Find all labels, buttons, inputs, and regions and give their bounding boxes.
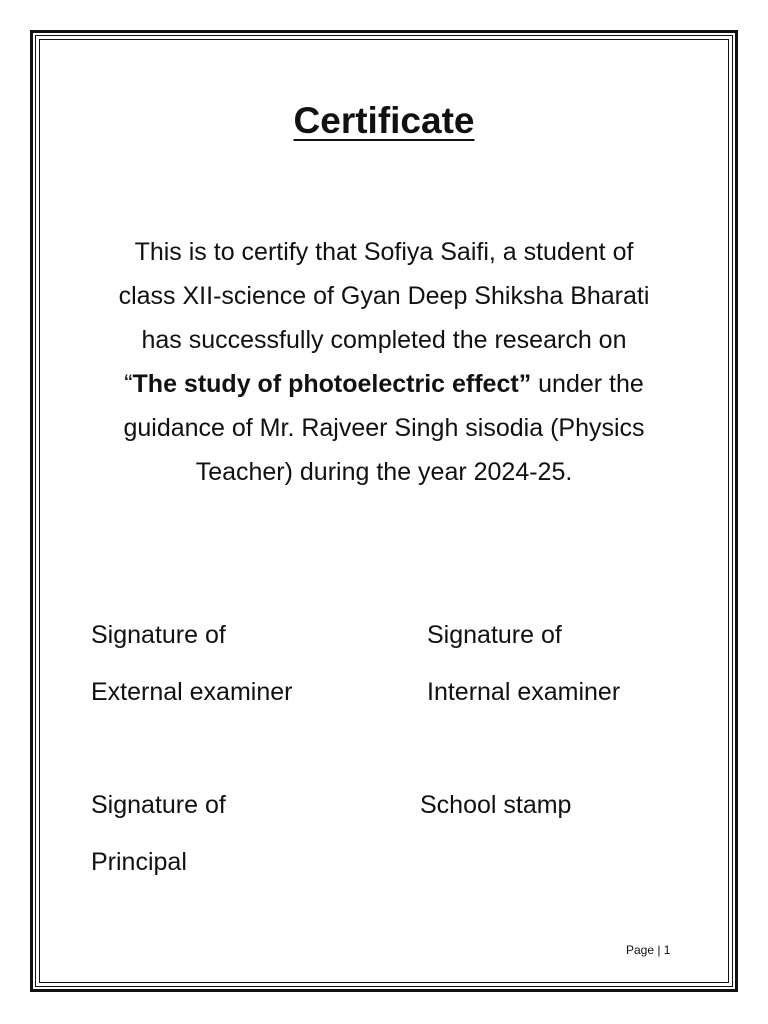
- principal-signature-label: Signature of: [91, 791, 226, 819]
- principal-label: Principal: [91, 848, 187, 876]
- internal-examiner-label: Internal examiner: [427, 678, 621, 706]
- page-number: Page | 1: [626, 943, 671, 957]
- body-line-1: This is to certify that Sofiya Saifi, a student of: [134, 238, 634, 266]
- principal-signature: [91, 777, 226, 891]
- quote-open: “: [124, 370, 133, 398]
- project-title: The study of photoelectric effect”: [132, 370, 532, 398]
- certificate-title: Certificate: [293, 100, 475, 141]
- external-signature-label: Signature of: [91, 621, 226, 649]
- internal-signature-label: Signature of: [427, 621, 562, 649]
- body-line-4: [90, 362, 678, 406]
- school-stamp: [420, 777, 571, 834]
- external-examiner-label: External examiner: [91, 678, 293, 706]
- certificate-body: [90, 230, 678, 494]
- body-line-6: Teacher) during the year 2024-25.: [195, 458, 573, 486]
- external-examiner-signature: [91, 607, 292, 721]
- body-line-2: class XII-science of Gyan Deep Shiksha Bharati: [118, 282, 650, 310]
- body-line-4-tail: under the: [531, 370, 644, 398]
- body-line-5: guidance of Mr. Rajveer Singh sisodia (Physics: [123, 414, 645, 442]
- internal-examiner-signature: [427, 607, 620, 721]
- body-line-3: has successfully completed the research on: [141, 326, 627, 354]
- school-stamp-label: School stamp: [420, 791, 572, 819]
